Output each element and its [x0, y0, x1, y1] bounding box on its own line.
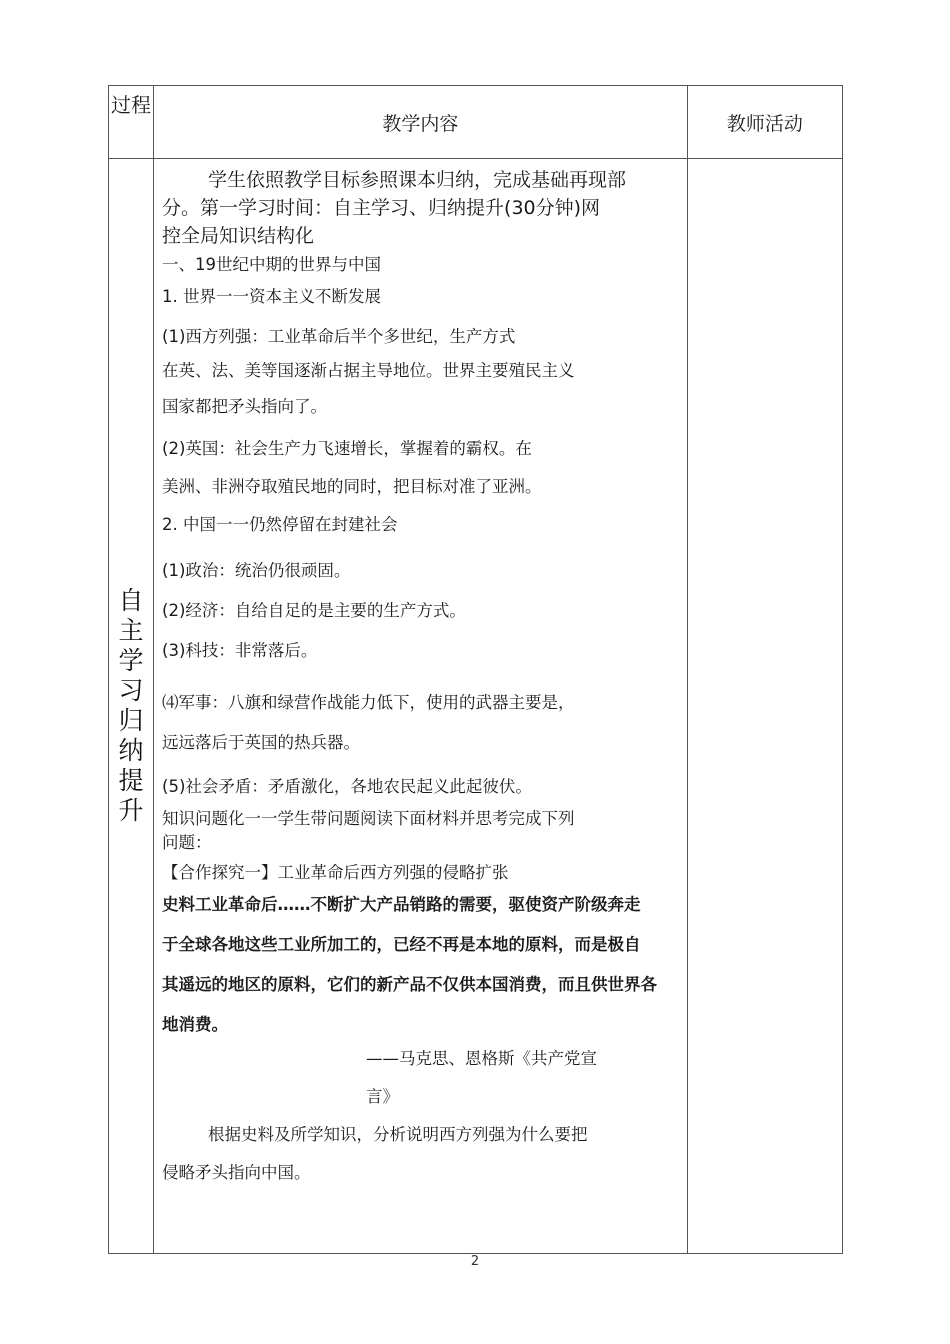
- content-line: (2)英国：社会生产力飞速增长，掌握着的霸权。在: [162, 439, 532, 458]
- content-line: 1. 世界一一资本主义不断发展: [162, 287, 382, 306]
- table-header-row: [109, 86, 843, 159]
- content-line: 学生依照教学目标参照课本归纳，完成基础再现部: [208, 169, 627, 191]
- content-line: 国家都把矛头指向了。: [162, 397, 328, 416]
- content-cell: [154, 159, 688, 1254]
- content-line: ——马克思、恩格斯《共产党宣: [366, 1049, 598, 1068]
- content-line: 【合作探究一】工业革命后西方列强的侵略扩张: [162, 863, 509, 882]
- process-label: 自主学习归纳提升: [118, 586, 144, 825]
- content-line: 2. 中国一一仍然停留在封建社会: [162, 515, 398, 534]
- content-line: ⑷军事：八旗和绿营作战能力低下，使用的武器主要是，: [162, 693, 575, 712]
- content-line: 根据史料及所学知识，分析说明西方列强为什么要把: [208, 1125, 588, 1144]
- content-line: 地消费。: [162, 1015, 229, 1034]
- page-number: 2: [470, 1254, 480, 1269]
- content-line: 分。第一学习时间：自主学习、归纳提升(30分钟)网: [162, 197, 601, 219]
- content-line: 其遥远的地区的原料，它们的新产品不仅供本国消费，而且供世界各: [162, 975, 658, 994]
- content-line: 于全球各地这些工业所加工的，已经不再是本地的原料，而是极自: [162, 935, 641, 954]
- header-teacher-activity: 教师活动: [687, 86, 842, 159]
- teacher-activity-cell: [687, 159, 842, 1254]
- content-line: 美洲、非洲夺取殖民地的同时，把目标对准了亚洲。: [162, 477, 542, 496]
- lesson-plan-table: [108, 85, 843, 1254]
- process-cell: [109, 159, 154, 1254]
- content-line: (1)政治：统治仍很顽固。: [162, 561, 351, 580]
- content-line: (2)经济：自给自足的是主要的生产方式。: [162, 601, 466, 620]
- header-content: 教学内容: [154, 86, 688, 159]
- content-line: (5)社会矛盾：矛盾激化，各地农民起义此起彼伏。: [162, 777, 532, 796]
- content-line: 史料工业革命后……不断扩大产品销路的需要，驱使资产阶级奔走: [162, 895, 641, 914]
- content-line: 在英、法、美等国逐渐占据主导地位。世界主要殖民主义: [162, 361, 575, 380]
- header-process: 过程: [109, 86, 154, 159]
- content-line: 控全局知识结构化: [162, 225, 315, 247]
- content-line: 远远落后于英国的热兵器。: [162, 733, 361, 752]
- content-line: (3)科技：非常落后。: [162, 641, 318, 660]
- content-line: 侵略矛头指向中国。: [162, 1163, 311, 1182]
- content-line: 一、19世纪中期的世界与中国: [162, 255, 382, 274]
- content-line: 知识问题化一一学生带问题阅读下面材料并思考完成下列: [162, 809, 575, 828]
- content-line: 言》: [366, 1087, 400, 1106]
- content-line: 问题：: [162, 833, 212, 852]
- table-body-row: [109, 159, 843, 1254]
- content-line: (1)西方列强：工业革命后半个多世纪，生产方式: [162, 327, 516, 346]
- content-lines: [162, 165, 679, 1245]
